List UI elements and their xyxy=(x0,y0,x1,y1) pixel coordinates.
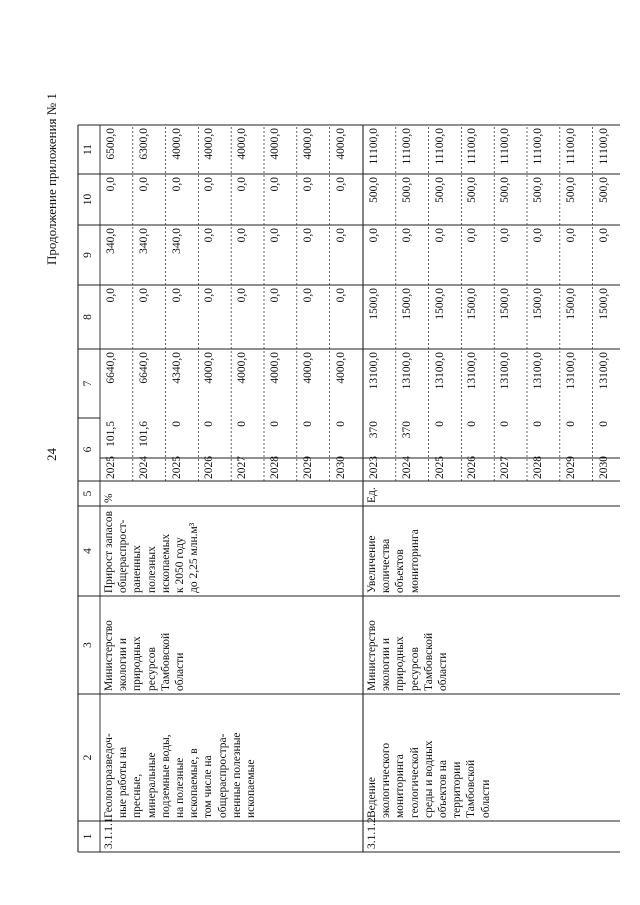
indicator: Прирост запасов общераспрост- раненных полезных ископаемых к 2050 году до 2,25 млн.м³ xyxy=(103,510,201,593)
value-c10: 0,0 xyxy=(170,177,183,192)
value-c7: 4000,0 xyxy=(236,352,249,384)
value-c7: 13100,0 xyxy=(532,352,544,390)
activity-name: Геологоразведоч- ные работы на пресные, минеральные подземные воды, на полезные ископаемые, в том числе на общераспростра- ненные полезные ископаемые xyxy=(103,732,258,818)
executor: Министерство экологии и природных ресурсов Тамбовской области xyxy=(103,620,187,691)
year: 2030 xyxy=(334,456,347,479)
value-c10: 0,0 xyxy=(334,177,347,192)
column-number-8 xyxy=(78,285,100,349)
column-number-label: 7 xyxy=(82,380,94,387)
year: 2025 xyxy=(105,456,117,479)
value-c10: 500,0 xyxy=(466,177,479,203)
value-c9: 0,0 xyxy=(236,228,249,243)
column-number-4 xyxy=(78,506,100,596)
value-c7: 13100,0 xyxy=(499,352,512,390)
value-c10: 0,0 xyxy=(301,177,314,192)
value-c10: 0,0 xyxy=(105,177,117,192)
value-c8: 0,0 xyxy=(334,288,347,303)
value-c9: 0,0 xyxy=(269,228,281,243)
year: 2030 xyxy=(597,456,610,479)
column-number-label: 3 xyxy=(82,642,94,648)
value-c6: 0 xyxy=(532,421,544,427)
value-c8: 1500,0 xyxy=(499,288,512,320)
value-c6: 101,5 xyxy=(105,421,117,447)
value-c7: 4340,0 xyxy=(170,352,183,384)
value-c7: 4000,0 xyxy=(334,352,347,384)
year: 2026 xyxy=(466,456,479,479)
value-c8: 1500,0 xyxy=(597,288,610,320)
value-c10: 0,0 xyxy=(269,177,281,192)
year: 2025 xyxy=(433,456,446,479)
value-c7: 13100,0 xyxy=(564,352,577,390)
value-c6: 0 xyxy=(236,421,249,427)
value-c11: 11100,0 xyxy=(532,128,544,165)
value-c10: 500,0 xyxy=(564,177,577,203)
value-c6: 370 xyxy=(400,421,413,439)
value-c9: 0,0 xyxy=(499,228,512,243)
column-number-3 xyxy=(78,596,100,694)
value-c10: 500,0 xyxy=(400,177,413,203)
value-c11: 4000,0 xyxy=(334,128,347,160)
value-c11: 11100,0 xyxy=(433,128,446,165)
value-c6: 0 xyxy=(301,421,314,427)
activity-name: Ведение экологического мониторинга геологической среды и водных объектов на территории Тамбовской области xyxy=(366,740,492,818)
value-c6: 0 xyxy=(203,421,216,427)
value-c8: 1500,0 xyxy=(433,288,446,320)
row-code: 3.1.1.1. xyxy=(103,814,115,849)
value-c10: 0,0 xyxy=(137,177,150,192)
value-c7: 13100,0 xyxy=(433,352,446,390)
column-number-2 xyxy=(78,694,100,821)
value-c7: 13100,0 xyxy=(597,352,610,390)
column-number-label: 5 xyxy=(82,490,94,497)
value-c11: 11100,0 xyxy=(466,128,479,165)
value-c9: 0,0 xyxy=(334,228,347,243)
year: 2028 xyxy=(532,456,544,479)
value-c7: 6640,0 xyxy=(105,352,117,384)
value-c8: 1500,0 xyxy=(564,288,577,320)
value-c8: 0,0 xyxy=(269,288,281,303)
year: 2027 xyxy=(236,456,249,479)
executor: Министерство экологии и природных ресурсов Тамбовской области xyxy=(366,620,450,691)
value-c8: 1500,0 xyxy=(400,288,413,320)
value-c6: 0 xyxy=(269,421,281,427)
value-c6: 0 xyxy=(466,421,479,427)
column-number-5 xyxy=(78,481,100,506)
value-c10: 500,0 xyxy=(597,177,610,203)
value-c8: 1500,0 xyxy=(368,288,380,320)
value-c6: 0 xyxy=(334,421,347,427)
value-c6: 0 xyxy=(433,421,446,427)
value-c6: 0 xyxy=(170,421,183,427)
value-c9: 0,0 xyxy=(400,228,413,243)
value-c11: 4000,0 xyxy=(170,128,183,160)
column-number-10 xyxy=(78,174,100,225)
year: 2029 xyxy=(564,456,577,479)
column-number-label: 8 xyxy=(82,314,94,320)
value-c9: 0,0 xyxy=(433,228,446,243)
value-c6: 101,6 xyxy=(137,421,150,447)
value-c9: 0,0 xyxy=(466,228,479,243)
year: 2027 xyxy=(499,456,512,479)
value-c10: 500,0 xyxy=(368,177,380,203)
column-number-1 xyxy=(78,821,100,852)
value-c6: 0 xyxy=(597,421,610,427)
value-c9: 0,0 xyxy=(597,228,610,243)
value-c7: 13100,0 xyxy=(368,352,380,390)
year: 2029 xyxy=(301,456,314,479)
value-c7: 4000,0 xyxy=(269,352,281,384)
value-c11: 4000,0 xyxy=(203,128,216,160)
column-number-7 xyxy=(78,349,100,418)
year: 2026 xyxy=(203,456,216,479)
value-c8: 1500,0 xyxy=(466,288,479,320)
column-number-11 xyxy=(78,125,100,174)
column-number-9 xyxy=(78,225,100,285)
year: 2024 xyxy=(400,456,413,479)
column-number-label: 9 xyxy=(82,252,94,258)
page-number: 24 xyxy=(44,448,59,461)
value-c11: 11100,0 xyxy=(368,128,380,165)
column-number-6 xyxy=(78,418,100,481)
unit: % xyxy=(103,493,115,503)
value-c9: 0,0 xyxy=(532,228,544,243)
value-c8: 0,0 xyxy=(105,288,117,303)
value-c11: 11100,0 xyxy=(564,128,577,165)
column-number-label: 6 xyxy=(82,446,94,453)
value-c9: 0,0 xyxy=(368,228,380,243)
column-number-label: 4 xyxy=(82,548,94,554)
year: 2024 xyxy=(137,456,150,479)
value-c6: 370 xyxy=(368,421,380,439)
value-c11: 4000,0 xyxy=(301,128,314,160)
value-c7: 4000,0 xyxy=(301,352,314,384)
value-c8: 1500,0 xyxy=(532,288,544,320)
value-c10: 0,0 xyxy=(236,177,249,192)
value-c7: 6640,0 xyxy=(137,352,150,384)
value-c9: 340,0 xyxy=(137,228,150,254)
value-c10: 0,0 xyxy=(203,177,216,192)
value-c11: 11100,0 xyxy=(499,128,512,165)
value-c8: 0,0 xyxy=(137,288,150,303)
value-c8: 0,0 xyxy=(236,288,249,303)
year: 2028 xyxy=(269,456,281,479)
value-c6: 0 xyxy=(564,421,577,427)
unit: Ед. xyxy=(366,487,378,503)
value-c6: 0 xyxy=(499,421,512,427)
value-c7: 13100,0 xyxy=(400,352,413,390)
indicator: Увеличение количества объектов мониторинга xyxy=(366,529,421,593)
value-c11: 11100,0 xyxy=(400,128,413,165)
column-number-label: 11 xyxy=(82,143,94,156)
value-c9: 0,0 xyxy=(301,228,314,243)
value-c11: 4000,0 xyxy=(236,128,249,160)
value-c11: 11100,0 xyxy=(597,128,610,165)
value-c7: 13100,0 xyxy=(466,352,479,390)
value-c9: 0,0 xyxy=(564,228,577,243)
row-code: 3.1.1.2. xyxy=(366,814,378,849)
value-c11: 6300,0 xyxy=(137,128,150,160)
value-c10: 500,0 xyxy=(499,177,512,203)
value-c9: 340,0 xyxy=(170,228,183,254)
value-c8: 0,0 xyxy=(170,288,183,303)
column-number-label: 1 xyxy=(82,833,94,840)
value-c7: 4000,0 xyxy=(203,352,216,384)
year: 2025 xyxy=(170,456,183,479)
value-c10: 500,0 xyxy=(532,177,544,203)
value-c8: 0,0 xyxy=(301,288,314,303)
value-c9: 0,0 xyxy=(203,228,216,243)
continuation-title: Продолжение приложения № 1 xyxy=(44,93,59,265)
year: 2023 xyxy=(368,456,380,479)
column-number-label: 10 xyxy=(82,193,94,206)
value-c11: 4000,0 xyxy=(269,128,281,160)
column-number-label: 2 xyxy=(82,754,94,761)
value-c9: 340,0 xyxy=(105,228,117,254)
value-c10: 500,0 xyxy=(433,177,446,203)
value-c11: 6500,0 xyxy=(105,128,117,160)
rotated-page xyxy=(20,20,620,885)
value-c8: 0,0 xyxy=(203,288,216,303)
